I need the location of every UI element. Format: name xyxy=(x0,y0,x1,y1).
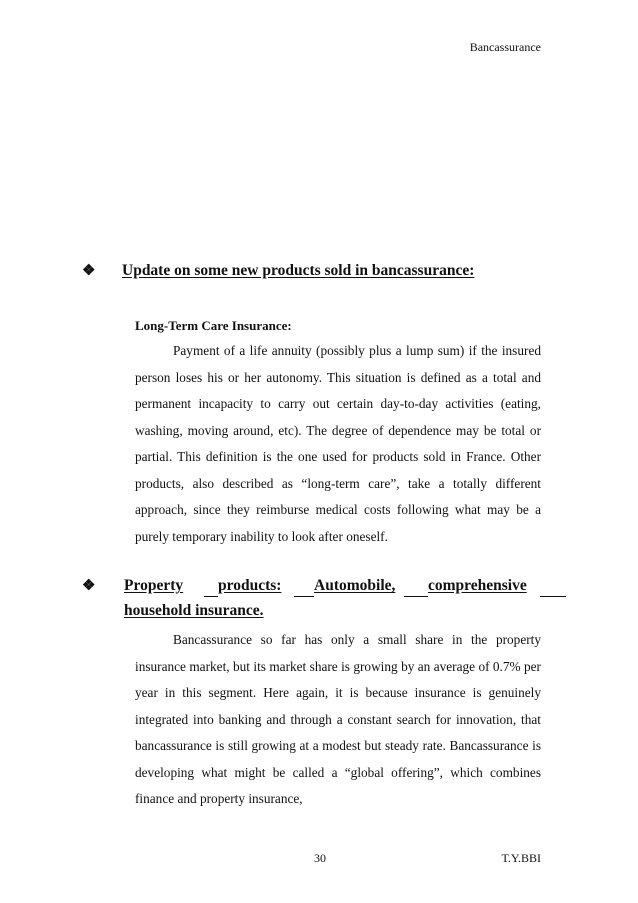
underline-gap xyxy=(404,596,428,597)
heading-word: Automobile, xyxy=(314,577,396,594)
running-header: Bancassurance xyxy=(469,40,541,54)
heading-word: comprehensive xyxy=(428,577,527,594)
diamond-bullet-icon: ❖ xyxy=(82,578,96,594)
heading-word: Property xyxy=(124,577,184,594)
section-heading-text: Update on some new products sold in bancassurance: xyxy=(122,262,475,279)
section-heading-property-products-line2: household insurance. xyxy=(124,602,264,619)
underline-gap xyxy=(294,596,314,597)
underline-gap xyxy=(204,596,218,597)
subheading-long-term-care: Long-Term Care Insurance: xyxy=(135,318,292,333)
footer-course-label: T.Y.BBI xyxy=(501,851,541,865)
paragraph-long-term-care xyxy=(135,338,541,550)
diamond-bullet-icon: ❖ xyxy=(82,263,96,279)
heading-word: products: xyxy=(218,577,282,594)
section-heading-new-products xyxy=(82,260,552,282)
underline-gap xyxy=(540,596,566,597)
page-number: 30 xyxy=(314,851,326,865)
paragraph-property-products-text: Bancassurance so far has only a small share in the property insurance market, but its market share is growing by an average of 0.7% per year in this segment. Here again, it is because insurance is genuinely integrated into banking and through a constant search for innovation, that bancassurance is still growing at a modest but steady rate. Bancassurance is developing what might be called a “global offering”, which combines finance and property insurance, xyxy=(135,632,541,806)
paragraph-property-products xyxy=(135,627,541,813)
paragraph-long-term-care-text: Payment of a life annuity (possibly plus a lump sum) if the insured person loses his or her autonomy. This situation is defined as a total and permanent incapacity to carry out certain day-to-day activities (eating, washing, moving around, etc). The degree of dependence may be total or partial. This definition is the one used for products sold in France. Other products, also described as “long-term care”, take a totally different approach, since they reimburse medical costs following what may be a purely temporary inability to look after oneself. xyxy=(135,343,541,544)
